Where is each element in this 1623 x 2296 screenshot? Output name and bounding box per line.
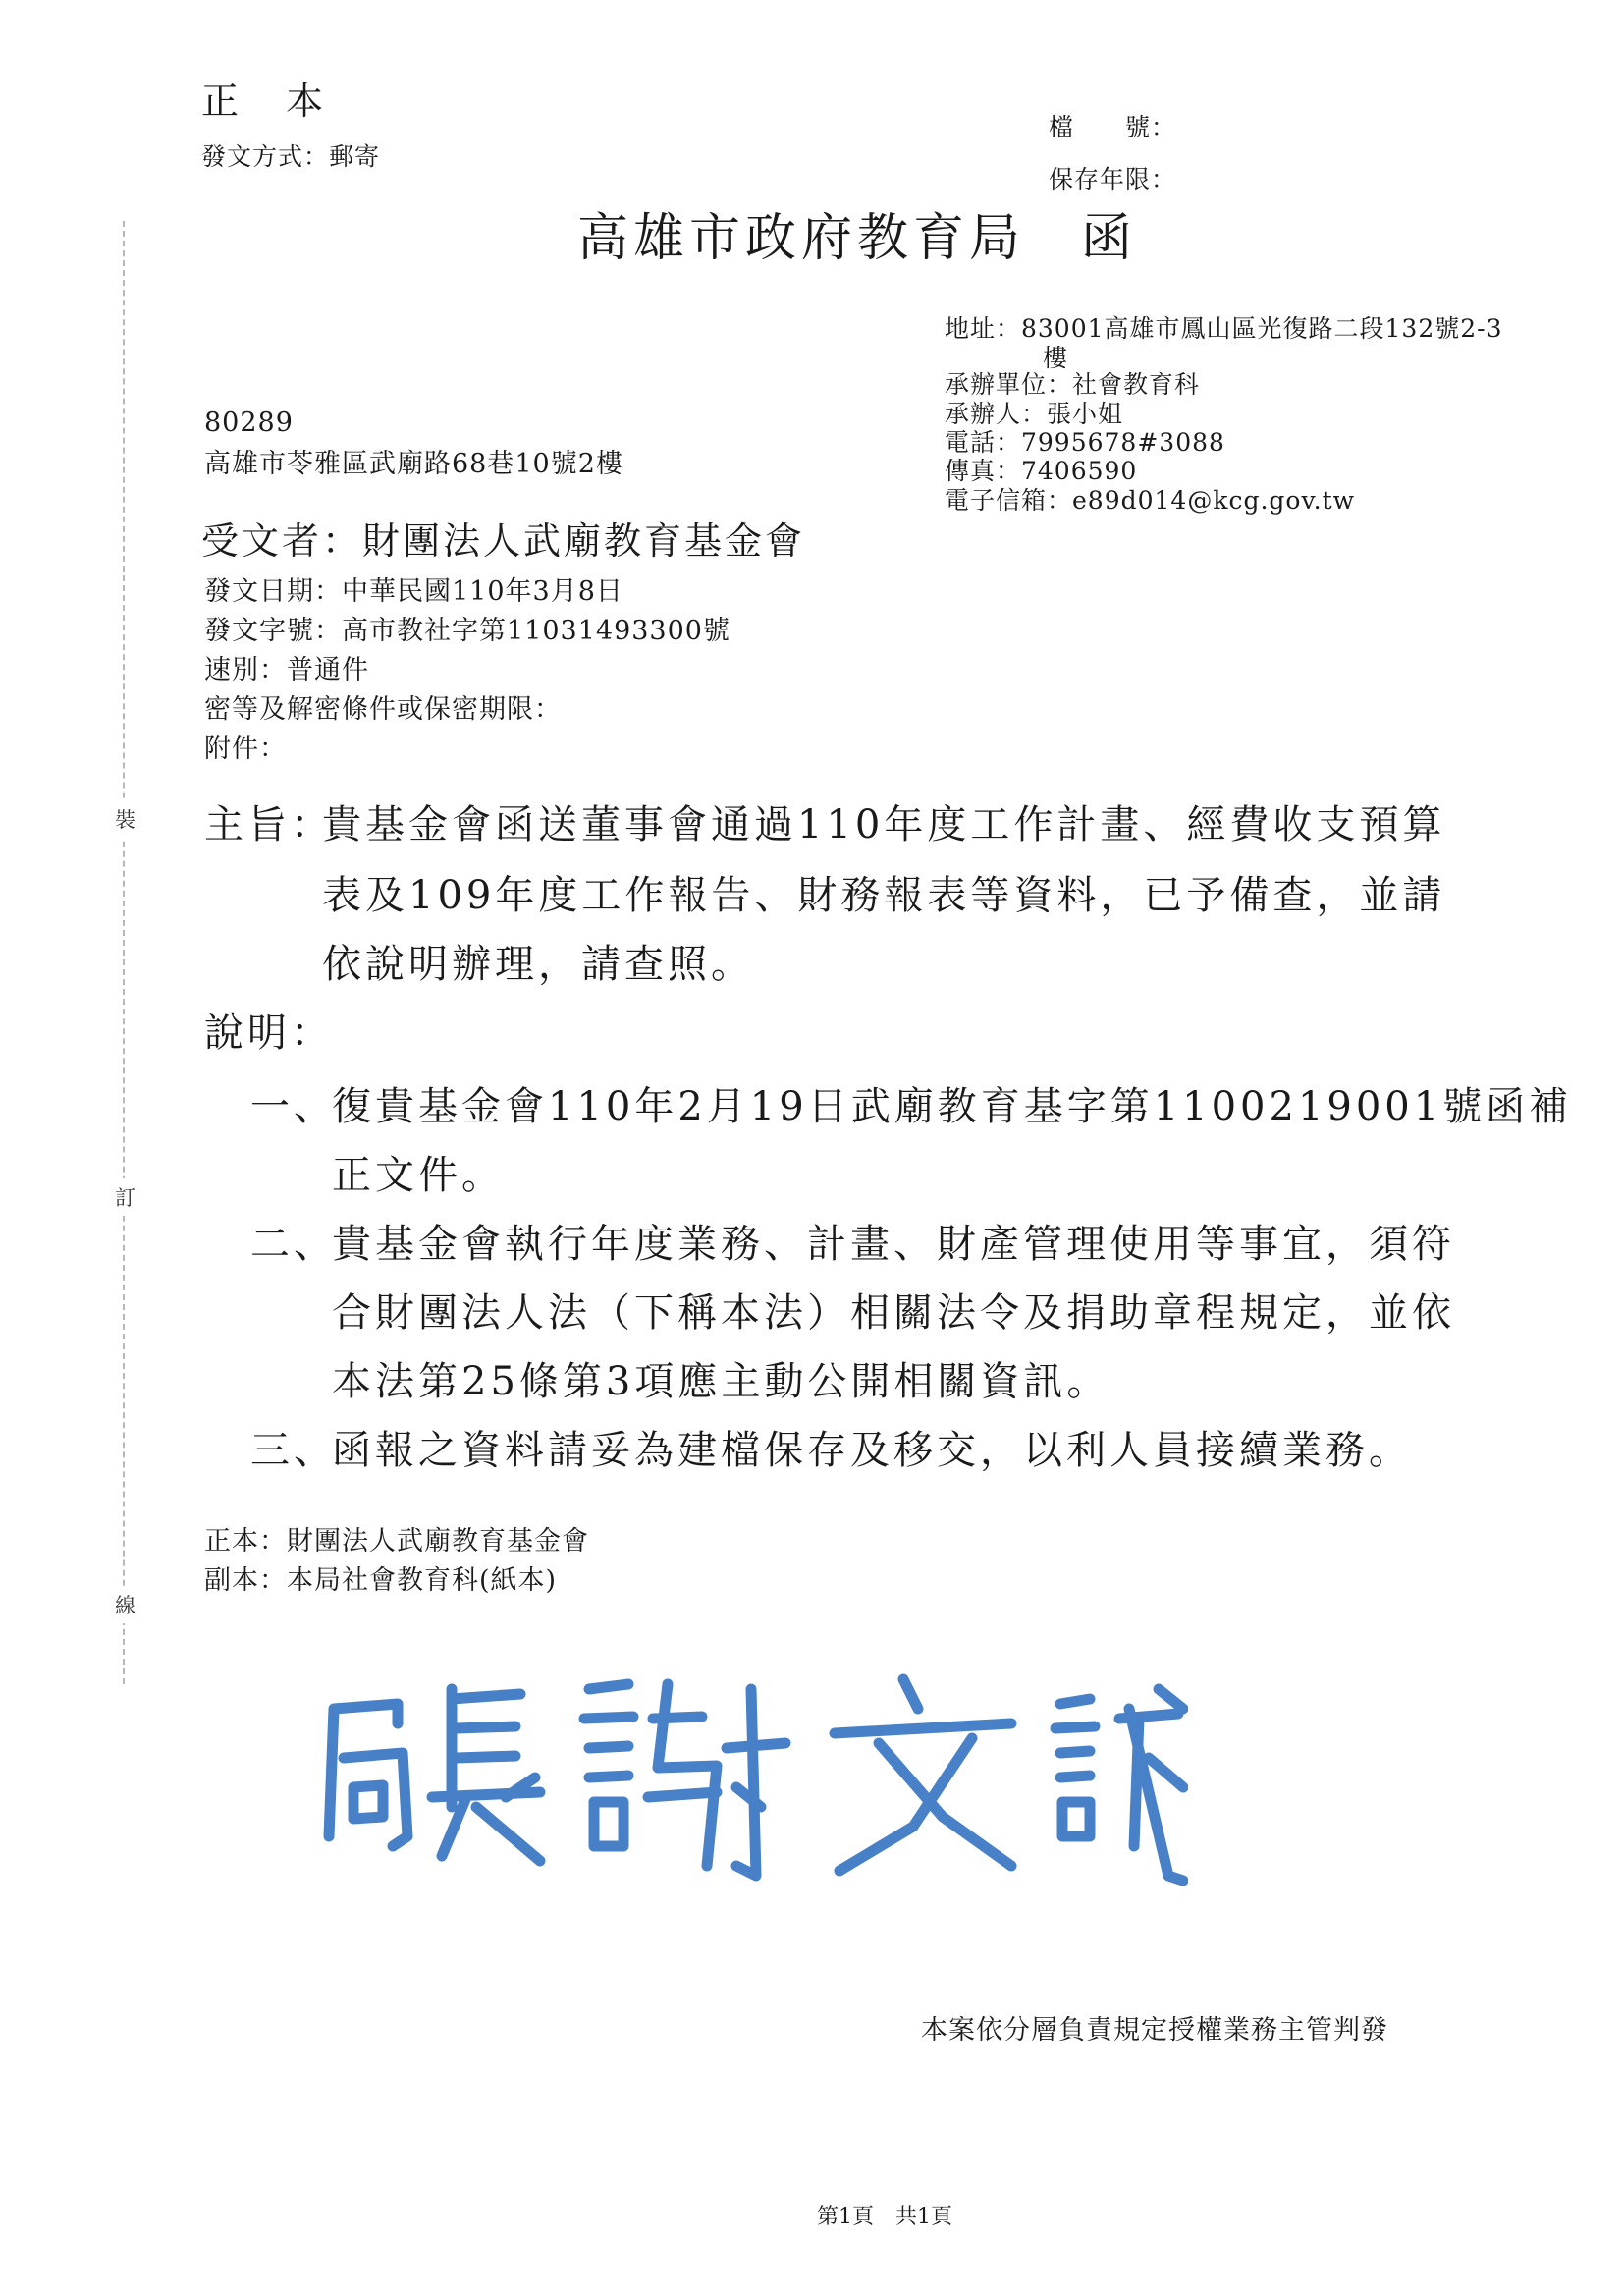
copy-type-label: 正 本 bbox=[201, 80, 342, 123]
item-2-line-3: 本法第25條第3項應主動公開相關資訊。 bbox=[332, 1359, 1110, 1404]
binding-mark-ding: 訂 bbox=[115, 1178, 135, 1216]
item-2-number: 二、 bbox=[250, 1222, 337, 1267]
attachments: 附件： bbox=[204, 734, 287, 764]
binding-mark-xian: 線 bbox=[115, 1586, 135, 1623]
recipient: 受文者：財團法人武廟教育基金會 bbox=[201, 519, 806, 563]
page-indicator: 第1頁 共1頁 bbox=[817, 2205, 952, 2229]
subject-line-2: 表及109年度工作報告、財務報表等資料，已予備查，並請 bbox=[322, 873, 1446, 918]
copy-recipient: 副本：本局社會教育科(紙本) bbox=[204, 1565, 558, 1596]
contact-person: 承辦人：張小姐 bbox=[945, 400, 1124, 428]
item-3-line-1: 函報之資料請妥為建檔保存及移交，以利人員接續業務。 bbox=[332, 1428, 1412, 1473]
original-recipient: 正本：財團法人武廟教育基金會 bbox=[204, 1526, 589, 1557]
subject-label: 主旨： bbox=[204, 802, 334, 847]
sender-address-cont: 樓 bbox=[1043, 344, 1069, 372]
sender-address: 地址：83001高雄市鳳山區光復路二段132號2-3 bbox=[945, 314, 1503, 343]
retention-period-label: 保存年限： bbox=[1049, 165, 1177, 193]
binding-mark-zhuang: 裝 bbox=[115, 800, 135, 838]
document-title: 高雄市政府教育局 函 bbox=[577, 209, 1138, 268]
fax-number: 傳真：7406590 bbox=[945, 457, 1138, 485]
director-signature-stamp bbox=[304, 1650, 1188, 1915]
delivery-speed: 速別：普通件 bbox=[204, 655, 369, 685]
item-2-line-1: 貴基金會執行年度業務、計畫、財產管理使用等事宜，須符 bbox=[332, 1222, 1455, 1267]
send-method: 發文方式：郵寄 bbox=[201, 142, 381, 171]
email-address: 電子信箱：e89d014@kcg.gov.tw bbox=[945, 486, 1356, 515]
recipient-address: 高雄市苓雅區武廟路68巷10號2樓 bbox=[204, 449, 623, 479]
authorization-note: 本案依分層負責規定授權業務主管判發 bbox=[921, 2015, 1388, 2046]
item-1-line-1: 復貴基金會110年2月19日武廟教育基字第1100219001號函補 bbox=[332, 1084, 1573, 1129]
phone-number: 電話：7995678#3088 bbox=[945, 428, 1225, 457]
item-1-number: 一、 bbox=[250, 1084, 337, 1129]
issue-date: 發文日期：中華民國110年3月8日 bbox=[204, 576, 623, 607]
document-number: 發文字號：高市教社字第11031493300號 bbox=[204, 616, 730, 646]
item-1-line-2: 正文件。 bbox=[332, 1153, 505, 1198]
binding-line bbox=[123, 221, 125, 1684]
handling-unit: 承辦單位：社會教育科 bbox=[945, 370, 1201, 399]
signature-image bbox=[304, 1650, 1188, 1915]
subject-line-1: 貴基金會函送董事會通過110年度工作計畫、經費收支預算 bbox=[322, 802, 1446, 847]
subject-line-3: 依說明辦理，請查照。 bbox=[322, 942, 754, 987]
recipient-postcode: 80289 bbox=[204, 408, 294, 438]
file-number-label: 檔 號： bbox=[1049, 113, 1177, 141]
secrecy-level: 密等及解密條件或保密期限： bbox=[204, 694, 562, 725]
item-3-number: 三、 bbox=[250, 1428, 337, 1473]
item-2-line-2: 合財團法人法（下稱本法）相關法令及捐助章程規定，並依 bbox=[332, 1290, 1455, 1336]
explanation-label: 說明： bbox=[204, 1011, 334, 1056]
